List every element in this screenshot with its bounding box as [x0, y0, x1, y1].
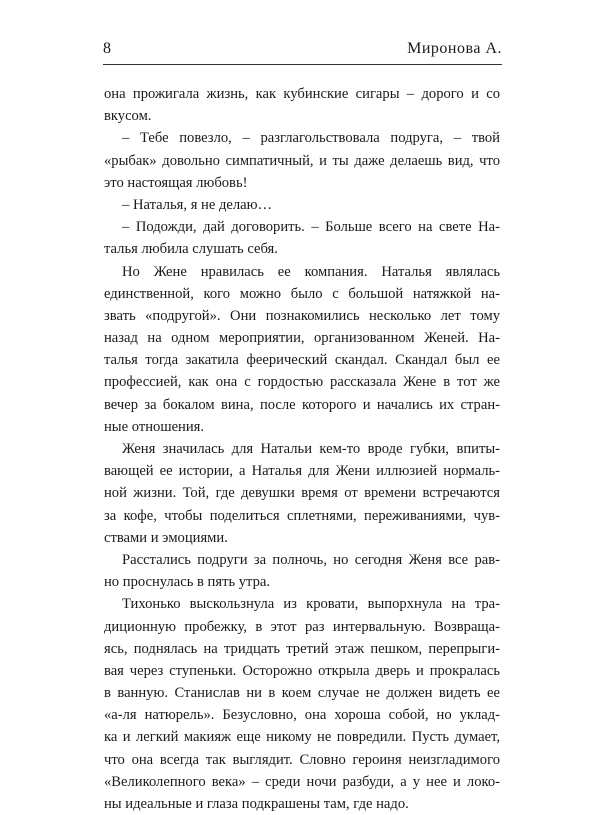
paragraph	[104, 216, 500, 260]
text-line: вающей ее истории, а Наталья для Жени иллюзией нормаль-	[104, 463, 500, 480]
text-line: вечер за бокалом вина, после которого и начались их стран-	[104, 396, 500, 413]
text-line: ны идеальные и глаза подкрашены там, где надо.	[104, 796, 409, 812]
text-line: ные отношения.	[104, 418, 205, 435]
header-rule	[103, 64, 502, 65]
text-line: но проснулась в пять утра.	[104, 574, 271, 591]
text-line: Но Жене нравилась ее компания. Наталья являлась	[122, 263, 500, 280]
paragraph	[104, 438, 500, 549]
text-line: талья тогда закатила феерический скандал. Скандал был ее	[104, 352, 500, 369]
text-line: за кофе, чтобы поделиться сплетнями, переживаниями, чув-	[104, 507, 500, 524]
text-line: «а-ля натюрель». Безусловно, она хороша собой, но уклад-	[104, 707, 500, 724]
text-line: она прожигала жизнь, как кубинские сигары – дорого и со	[104, 86, 500, 102]
page-header	[103, 40, 502, 62]
text-line: ной жизни. Той, где девушки время от времени встречаются	[104, 485, 500, 502]
text-line: вая через ступеньки. Осторожно открыла дверь и прокралась	[104, 662, 500, 679]
text-line: профессией, как она с гордостью рассказала Жене в тот же	[104, 374, 500, 391]
text-line: «Великолепного века» – среди ночи разбуди, а у нее и локо-	[104, 773, 500, 790]
text-line: – Тебе повезло, – разглагольствовала подруга, – твой	[122, 130, 500, 147]
paragraph	[104, 127, 500, 194]
text-line: вкусом.	[104, 108, 152, 125]
text-line: единственной, кого можно было с большой натяжкой на-	[104, 285, 500, 302]
text-line: диционную пробежку, в этот раз интервальную. Возвраща-	[104, 618, 500, 635]
text-line: талья любила слушать себя.	[104, 241, 278, 258]
text-line: – Наталья, я не делаю…	[122, 196, 273, 213]
text-line: в ванную. Станислав ни в коем случае не должен видеть ее	[104, 685, 500, 702]
text-line: Женя значилась для Натальи кем-то вроде губки, впиты-	[122, 441, 500, 457]
paragraph	[104, 593, 500, 815]
body-text	[104, 83, 500, 815]
text-line: это настоящая любовь!	[104, 174, 248, 191]
paragraph	[104, 83, 500, 127]
text-line: ясь, поднялась на тридцать третий этаж пешком, перепрыги-	[104, 640, 500, 657]
text-line: звать «подругой». Они познакомились несколько лет тому	[104, 307, 500, 324]
page-number: 8	[103, 40, 111, 57]
paragraph	[104, 194, 500, 216]
text-line: ка и легкий макияж еще никому не повредили. Пусть думает,	[104, 729, 500, 746]
running-head-author: Миронова А.	[407, 40, 502, 57]
text-line: – Подожди, дай договорить. – Больше всего на свете На-	[122, 219, 500, 236]
text-line: Расстались подруги за полночь, но сегодня Женя все рав-	[122, 551, 500, 568]
text-line: «рыбак» довольно симпатичный, и ты даже делаешь вид, что	[104, 152, 500, 169]
text-line: Тихонько выскользнула из кровати, выпорхнула на тра-	[122, 596, 500, 613]
text-line: что она всегда так выглядит. Словно героиня неизгладимого	[104, 751, 500, 768]
paragraph	[104, 549, 500, 593]
text-line: ствами и эмоциями.	[104, 529, 228, 546]
text-line: назад на одном мероприятии, организованном Женей. На-	[104, 330, 500, 347]
paragraph	[104, 261, 500, 439]
